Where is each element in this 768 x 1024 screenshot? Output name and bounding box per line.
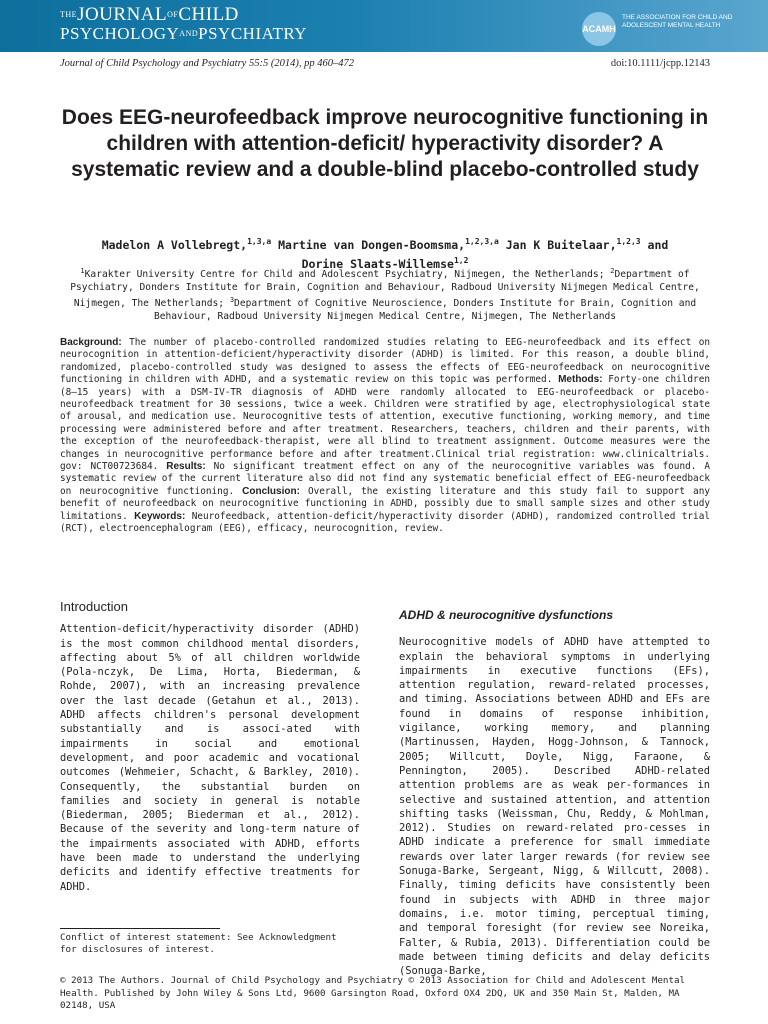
citation-doi: doi:10.1111/jcpp.12143 (610, 58, 710, 69)
abstract-background-label: Background: (60, 337, 122, 348)
author-affiliation-marker: 1,3,a (247, 237, 272, 246)
journal-logo-of: OF (167, 10, 179, 19)
affiliations (60, 265, 710, 323)
journal-logo-journal: JOURNAL (77, 4, 168, 25)
copyright-notice: © 2013 The Authors. Journal of Child Psychology and Psychiatry © 2013 Association for Child and Adolescent Mental Health. Published by John Wiley & Sons Ltd, 9600 Garsington Road, Oxford OX4 2DQ, UK and 350 Main St, Malden, MA 02148, USA (60, 975, 686, 1011)
abstract-keywords-text: Neurofeedback, attention-deficit/hyperactivity disorder (ADHD), randomized controlled trial (RCT), electroencephalogram (EEG), efficacy, neurocognition, review. (60, 510, 710, 535)
citation-line (60, 58, 710, 69)
article-title: Does EEG-neurofeedback improve neurocognitive functioning in children with attention-deficit/ hyperactivity disorder? A systematic review and a double-blind placebo-controlled study (61, 106, 709, 181)
acamh-text: THE ASSOCIATION FOR CHILD AND ADOLESCENT MENTAL HEALTH (622, 14, 733, 29)
introduction-heading: Introduction (60, 599, 128, 614)
abstract-background-text: The number of placebo-controlled randomized studies relating to EEG-neurofeedback and its effect on neurocognition in attention-deficient/hyperactivity disorder (ADHD) is limited. For this reason, a double blind, randomized, placebo-controlled study was designed to assess the effects of EEG-neurofeedback on neurocognitive functioning in children with ADHD, and a systematic review on this topic was performed. (60, 337, 710, 386)
introduction-paragraph: Attention-deficit/hyperactivity disorder (ADHD) is the most common childhood mental disorders, affecting about 5% of all children worldwide (Pola-nczyk, De Lima, Horta, Biederman, & Rohde, 2007), with an increasing prevalence over the last decade (Getahun et al., 2013). ADHD affects children's personal development substantially and is associ-ated with impairments in social and emotional development, and poor academic and vocational outcomes (Wehmeier, Schacht, & Barkley, 2010). Consequently, the substantial burden on families and society in general is notable (Biederman, 2005; Biederman et al., 2012). Because of the severity and long-term nature of the impairments associated with ADHD, efforts have been made to understand the underlying deficits and identify effective treatments for ADHD. (60, 623, 360, 893)
journal-header-band (0, 0, 768, 52)
journal-logo-psychology: PSYCHOLOGY (60, 24, 180, 43)
footnote-divider (60, 928, 220, 929)
abstract-keywords-label: Keywords: (134, 510, 186, 522)
journal-logo (60, 5, 307, 43)
journal-logo-psychiatry: PSYCHIATRY (198, 24, 308, 43)
abstract-results-label: Results: (166, 461, 206, 473)
author-name: Dorine Slaats-Willemse (301, 256, 454, 271)
abstract-conclusion-label: Conclusion: (242, 485, 300, 497)
citation-journal-info: Journal of Child Psychology and Psychiatry 55:5 (2014), pp 460–472 (60, 58, 354, 69)
acamh-logo (582, 12, 768, 44)
affiliation-text: Department of Psychiatry, Donders Institute for Brain, Cognition and Behaviour, Radboud University Nijmegen Medical Centre, Nijmegen, The Netherlands; (70, 269, 700, 310)
conflict-of-interest-footnote: Conflict of interest statement: See Acknowledgment for disclosures of interest. (60, 932, 337, 955)
author-name: Jan K Buitelaar, (505, 237, 617, 252)
right-column (399, 608, 710, 978)
acamh-badge: ACAMH (582, 12, 616, 46)
affiliation-text: Karakter University Centre for Child and Adolescent Psychiatry, Nijmegen, the Netherlands; (84, 269, 611, 281)
affiliation-marker: 1 (80, 267, 85, 275)
adhd-neurocognitive-heading: ADHD & neurocognitive dysfunctions (399, 608, 614, 622)
journal-logo-and: AND (179, 29, 199, 38)
abstract (60, 337, 710, 536)
author-conjunction: and (647, 237, 669, 252)
journal-logo-child: CHILD (178, 4, 239, 25)
affiliation-marker: 3 (229, 296, 235, 305)
author-affiliation-marker: 1,2 (453, 255, 469, 265)
adhd-neurocognitive-paragraph: Neurocognitive models of ADHD have attempted to explain the behavioral symptoms in underlying impairments in executive functions (EFs), attention regulation, reward-related processes, and timing. Associations between ADHD and EFs are found in domains of response inhibition, vigilance, working memory, and planning (Martinussen, Hayden, Hogg-Johnson, & Tannock, 2005; Willcutt, Doyle, Nigg, Faraone, & Pennington, 2005). Described ADHD-related attention problems are as weak per-formances in selective and sustained attention, and attention shifting tasks (Weissman, Chu, Reddy, & Mohlman, 2012). Studies on reward-related pro-cesses in ADHD indicate a preference for small immediate rewards over later larger rewards (for review see Sonuga-Barke, Sergeant, Nigg, & Willcutt, 2008). Finally, timing deficits have consistently been found in subjects with ADHD in three major domains, i.e. motor timing, perceptual timing, and temporal foresight (for review see Noreika, Falter, & Rubia, 2013). Differentiation could be made between timing deficits and delay deficits (Sonuga-Barke, (399, 636, 710, 978)
author-affiliation-marker: 1,2,3,a (465, 237, 499, 246)
journal-logo-the: THE (60, 10, 78, 19)
author-affiliation-marker: 1,2,3 (616, 237, 641, 246)
abstract-methods-text: Forty-one children (8–15 years) with a DSM-IV-TR diagnosis of ADHD were randomly allocated to EEG-neurofeedback or placebo-neurofeedback treatment for 30 sessions, twice a week. Children were stratified by age, electrophysiological state of arousal, and medication use. Neurocognitive tests of attention, executive functioning, working memory, and time processing were administered before and after treatment. Researchers, teachers, children and their parents, with the exception of the neurofeedback-therapist, were all blind to treatment assignment. Outcome measures were the changes in neurocognitive performance before and after treatment.Clinical trial registration: www.clinicaltrials. gov: NCT00723684. (60, 374, 710, 473)
affiliation-text: Department of Cognitive Neuroscience, Donders Institute for Brain, Cognition and Behaviour, Radboud University Nijmegen Medical Centre, Nijmegen, The Netherlands (153, 298, 697, 322)
abstract-conclusion-text: Overall, the existing literature and this study fail to support any benefit of neurofeedback on neurocognitive functioning in ADHD, possibly due to small sample sizes and other study limitations. (60, 485, 710, 522)
abstract-methods-label: Methods: (558, 374, 603, 386)
author-name: Madelon A Vollebregt, (101, 237, 248, 252)
affiliation-marker: 2 (610, 267, 615, 275)
abstract-results-text: No significant treatment effect on any of the neurocognitive variables was found. A systematic review of the current literature also did not find any systematic beneficial effect of EEG-neurofeedback on neurocognitive functioning. (60, 461, 710, 497)
author-name: Martine van Dongen-Boomsma, (278, 237, 466, 252)
left-column (60, 600, 360, 894)
